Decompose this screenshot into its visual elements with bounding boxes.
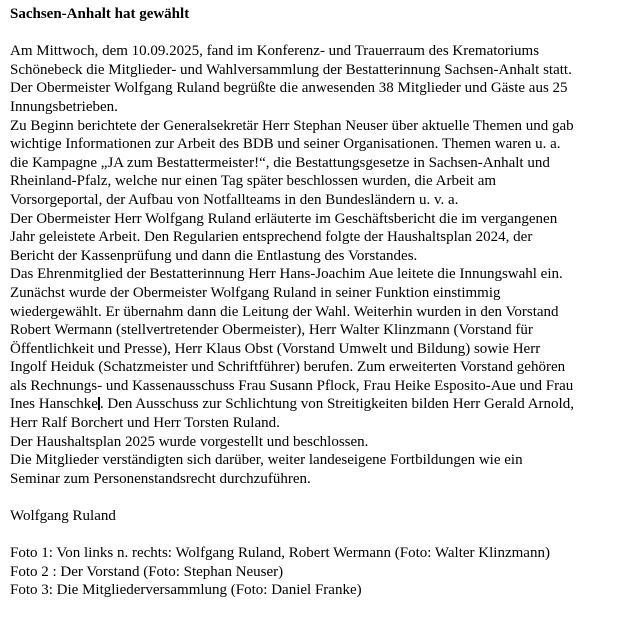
text-after-cursor: . Den Ausschuss zur Schlichtung von Streitigkeiten bilden Herr Gerald Arnold, (99, 396, 574, 413)
text-line: Foto 2 : Der Vorstand (Foto: Stephan Neuser) (10, 563, 284, 580)
text-line (10, 395, 623, 414)
text-line: Am Mittwoch, dem 10.09.2025, fand im Konferenz- und Trauerraum des Krematoriums (10, 43, 540, 60)
text-line: Seminar zum Personenstandsrecht durchzuführen. (10, 470, 311, 487)
text-line (10, 24, 623, 43)
text-line: Die Mitglieder verständigten sich darüber, weiter landeseigene Fortbildungen wie ein (10, 452, 523, 469)
text-line: Der Obermeister Wolfgang Ruland begrüßte die anwesenden 38 Mitglieder und Gäste aus 25 (10, 80, 568, 97)
text-line: Jahr geleistete Arbeit. Den Regularien entsprechend folgte der Haushaltsplan 2024, der (10, 229, 533, 246)
text-line: Foto 3: Die Mitgliederversammlung (Foto: Daniel Franke) (10, 582, 362, 599)
text-line: Innungsbetrieben. (10, 98, 118, 115)
text-line: Herr Ralf Borchert und Herr Torsten Ruland. (10, 415, 280, 432)
text-line: Foto 1: Von links n. rechts: Wolfgang Ruland, Robert Wermann (Foto: Walter Klinzmann) (10, 545, 550, 562)
text-before-cursor: Ines Hanschke (10, 396, 98, 413)
text-line: Rheinland-Pfalz, welche nur einen Tag später beschlossen wurden, die Arbeit am (10, 173, 497, 190)
text-line: Der Haushaltsplan 2025 wurde vorgestellt und beschlossen. (10, 433, 369, 450)
text-line: Der Obermeister Herr Wolfgang Ruland erläuterte im Geschäftsbericht die im vergangenen (10, 210, 558, 227)
text-line: Wolfgang Ruland (10, 508, 116, 525)
text-line: wichtige Informationen zur Arbeit des BDB und seiner Organisationen. Themen waren u. a. (10, 136, 561, 153)
text-line: Ingolf Heiduk (Schatzmeister und Schriftführer) berufen. Zum erweiterten Vorstand gehören (10, 359, 566, 376)
text-line: die Kampagne „JA zum Bestattermeister!“, die Bestattungsgesetze in Sachsen-Anhalt und (10, 154, 550, 171)
text-line: Zunächst wurde der Obermeister Wolfgang Ruland in seiner Funktion einstimmig (10, 284, 501, 301)
text-line: Das Ehrenmitglied der Bestatterinnung Herr Hans-Joachim Aue leitete die Innungswahl ein. (10, 266, 563, 283)
text-line: Schönebeck die Mitglieder- und Wahlversammlung der Bestatterinnung Sachsen-Anhalt statt. (10, 61, 572, 78)
text-line: Robert Wermann (stellvertretender Obermeister), Herr Walter Klinzmann (Vorstand für (10, 322, 533, 339)
text-line (10, 526, 623, 545)
text-line: wiedergewählt. Er übernahm dann die Leitung der Wahl. Weiterhin wurden in den Vorstand (10, 303, 559, 320)
text-line (10, 488, 623, 507)
text-line: als Rechnungs- und Kassenausschuss Frau Susann Pflock, Frau Heike Esposito-Aue und Frau (10, 377, 574, 394)
text-line: Öffentlichkeit und Presse), Herr Klaus Obst (Vorstand Umwelt und Bildung) sowie Herr (10, 340, 541, 357)
document-title: Sachsen-Anhalt hat gewählt (10, 6, 190, 22)
document-text[interactable] (10, 5, 623, 600)
text-line: Vorsorgeportal, der Aufbau von Notfallteams in den Bundesländern u. v. a. (10, 191, 459, 208)
text-line: Bericht der Kassenprüfung und dann die Entlastung des Vorstandes. (10, 247, 418, 264)
text-line: Zu Beginn berichtete der Generalsekretär Herr Stephan Neuser über aktuelle Themen und gab (10, 117, 574, 134)
